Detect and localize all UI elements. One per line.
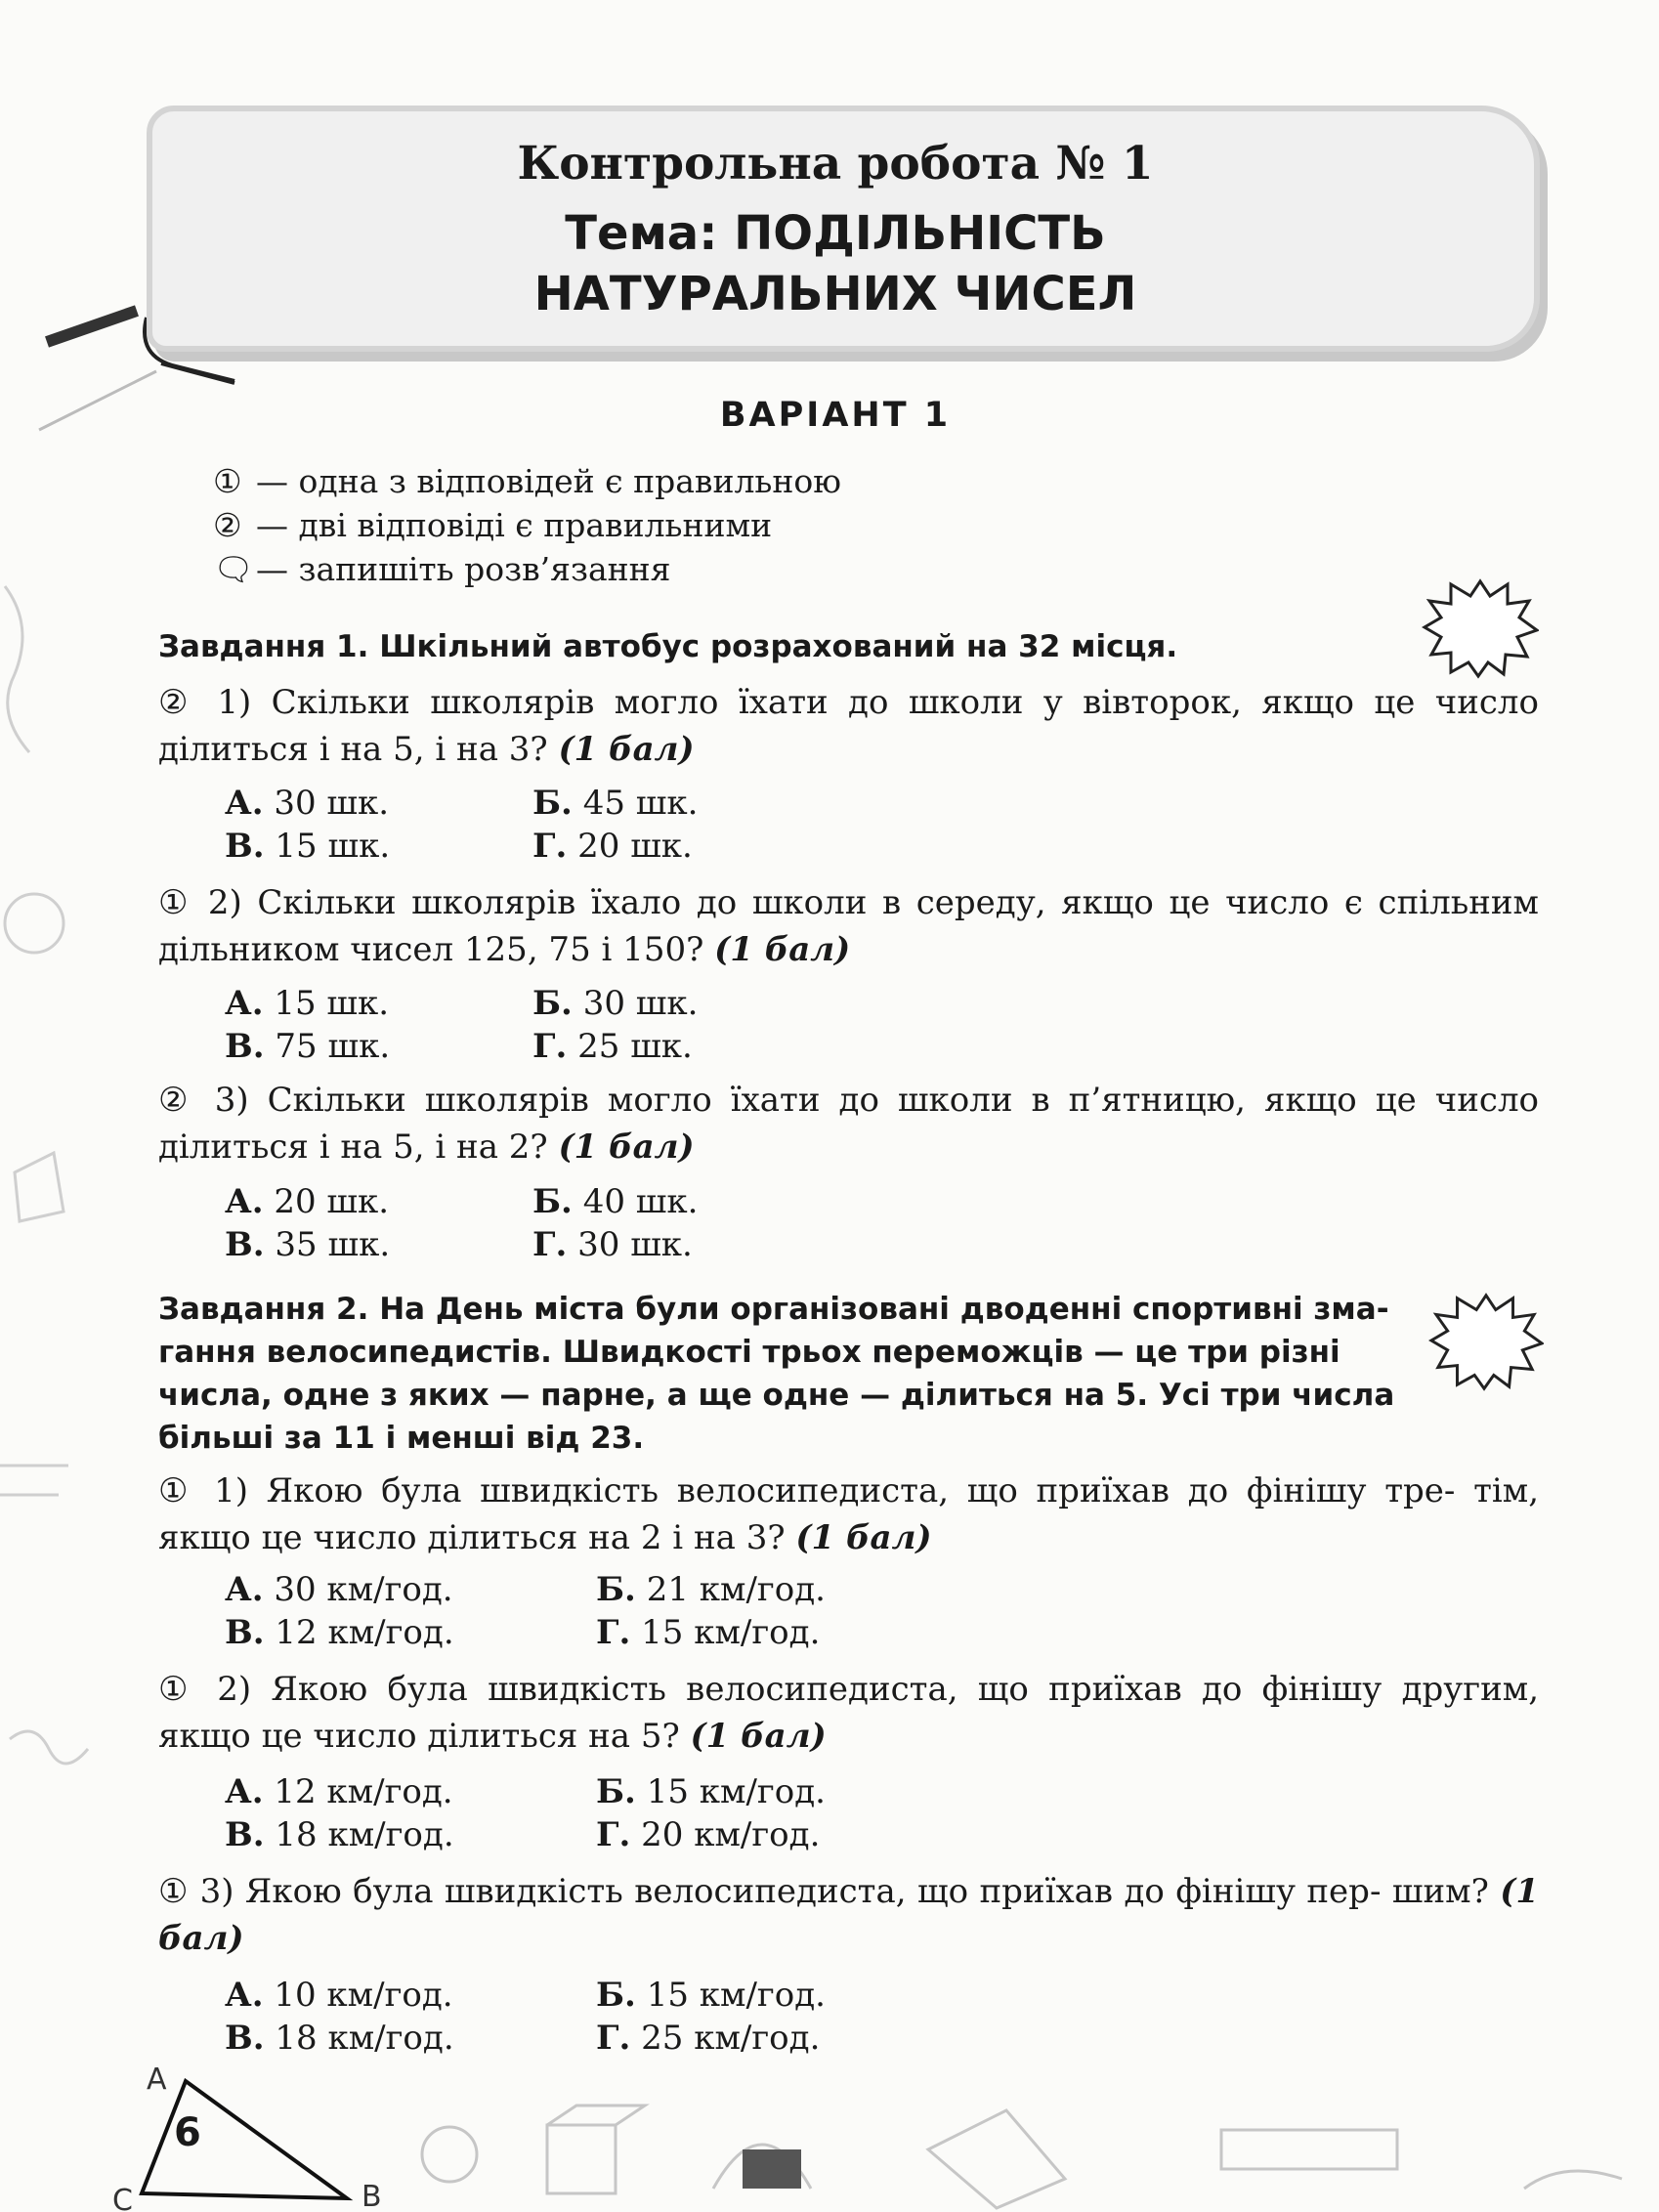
- triangle-label-a: A: [147, 2063, 167, 2097]
- option-b[interactable]: Б. 21 км/год.: [596, 1570, 826, 1609]
- option-b[interactable]: Б. 15 км/год.: [596, 1976, 826, 2015]
- task-2-header: Завдання 2. На День міста були організовані дводенні спортивні зма- гання велосипедистів. Швидкості трьох переможців — це три різні числа, одне з яких — парне, а ще одне — ділиться на 5. Усі три числа більші за 11 і менші від 23.: [158, 1292, 1395, 1456]
- option-a[interactable]: А. 20 шк.: [225, 1182, 390, 1221]
- page-number: 6: [174, 2110, 201, 2155]
- triangle-label-b: B: [362, 2180, 382, 2212]
- task-1-header: [158, 625, 1177, 668]
- option-b[interactable]: Б. 15 км/год.: [596, 1772, 826, 1811]
- legend-item-one-answer: ① — одна з відповідей є правильною: [213, 459, 841, 503]
- option-b[interactable]: Б. 40 шк.: [532, 1182, 699, 1221]
- task-2-question-3: ① 3) Якою була швидкість велосипедиста, що приїхав до фінішу пер- шим? (1 бал): [158, 1872, 1540, 1958]
- topic-line-2: НАТУРАЛЬНИХ ЧИСЕЛ: [533, 267, 1137, 321]
- task-1-label: Завдання 1.: [158, 629, 369, 664]
- one-answer-icon: ①: [158, 1670, 197, 1709]
- task-2-question-2-options: [225, 1770, 826, 1856]
- option-g[interactable]: Г. 25 шк.: [532, 1027, 693, 1066]
- option-g[interactable]: Г. 15 км/год.: [596, 1613, 821, 1652]
- task-2-label: Завдання 2.: [158, 1292, 369, 1327]
- task-2-question-1-options: [225, 1568, 826, 1654]
- topic-title: [293, 203, 1378, 324]
- option-v[interactable]: В. 18 км/год.: [225, 2019, 454, 2058]
- option-v[interactable]: В. 18 км/год.: [225, 1815, 454, 1854]
- one-answer-icon: ①: [213, 462, 242, 500]
- task-1-question-1: ② 1) Скільки школярів могло їхати до школи у вівторок, якщо це число ділиться і на 5, і на 3? (1 бал): [158, 683, 1539, 769]
- option-v[interactable]: В. 15 шк.: [225, 827, 391, 866]
- task-1-question-2-options: [225, 982, 698, 1068]
- legend-item-two-answers: ② — дві відповіді є правильними: [213, 503, 841, 547]
- topic-line-1: Тема: ПОДІЛЬНІСТЬ: [565, 206, 1106, 261]
- option-a[interactable]: А. 15 шк.: [225, 984, 390, 1023]
- task-2-question-1: ① 1) Якою була швидкість велосипедиста, що приїхав до фінішу тре- тім, якщо це число ділиться на 2 і на 3? (1 бал): [158, 1471, 1540, 1557]
- test-title: Контрольна робота № 1: [517, 137, 1154, 191]
- task-1-question-3-options: [225, 1180, 698, 1266]
- starburst-icon: [1428, 1290, 1544, 1392]
- option-v[interactable]: В. 75 шк.: [225, 1027, 391, 1066]
- task-1-question-1-options: [225, 782, 698, 868]
- two-answers-icon: ②: [158, 683, 198, 722]
- one-answer-icon: ①: [158, 1872, 190, 1911]
- variant-heading: ВАРІАНТ 1: [719, 396, 952, 435]
- option-v[interactable]: В. 35 шк.: [225, 1225, 391, 1264]
- triangle-label-c: C: [112, 2184, 133, 2212]
- starburst-icon: [1422, 576, 1539, 679]
- option-a[interactable]: А. 30 шк.: [225, 784, 390, 823]
- option-a[interactable]: А. 30 км/год.: [225, 1570, 453, 1609]
- two-answers-icon: ②: [158, 1081, 196, 1120]
- task-1-question-3: ② 3) Скільки школярів могло їхати до школи в п’ятницю, якщо це число ділиться і на 5, і на 2? (1 бал): [158, 1081, 1540, 1167]
- one-answer-icon: ①: [158, 883, 193, 922]
- legend-item-write-solution: 🗨— запишіть розв’язання: [213, 547, 841, 591]
- speech-bubble-icon: 🗨: [213, 550, 254, 588]
- option-b[interactable]: Б. 45 шк.: [532, 784, 699, 823]
- legend: [213, 459, 841, 591]
- option-g[interactable]: Г. 20 шк.: [532, 827, 693, 866]
- option-v[interactable]: В. 12 км/год.: [225, 1613, 454, 1652]
- task-1-question-2: ① 2) Скільки школярів їхало до школи в середу, якщо це число є спільним дільником чисел 125, 75 і 150? (1 бал): [158, 883, 1539, 969]
- option-b[interactable]: Б. 30 шк.: [532, 984, 699, 1023]
- option-a[interactable]: А. 10 км/год.: [225, 1976, 453, 2015]
- option-g[interactable]: Г. 20 км/год.: [596, 1815, 821, 1854]
- task-1-text: Шкільний автобус розрахований на 32 місця.: [379, 629, 1178, 664]
- option-g[interactable]: Г. 30 шк.: [532, 1225, 693, 1264]
- two-answers-icon: ②: [213, 506, 242, 544]
- option-a[interactable]: А. 12 км/год.: [225, 1772, 453, 1811]
- one-answer-icon: ①: [158, 1471, 196, 1510]
- task-2-question-2: ① 2) Якою була швидкість велосипедиста, що приїхав до фінішу другим, якщо це число ділиться на 5? (1 бал): [158, 1670, 1540, 1756]
- task-2-question-3-options: [225, 1974, 826, 2060]
- option-g[interactable]: Г. 25 км/год.: [596, 2019, 821, 2058]
